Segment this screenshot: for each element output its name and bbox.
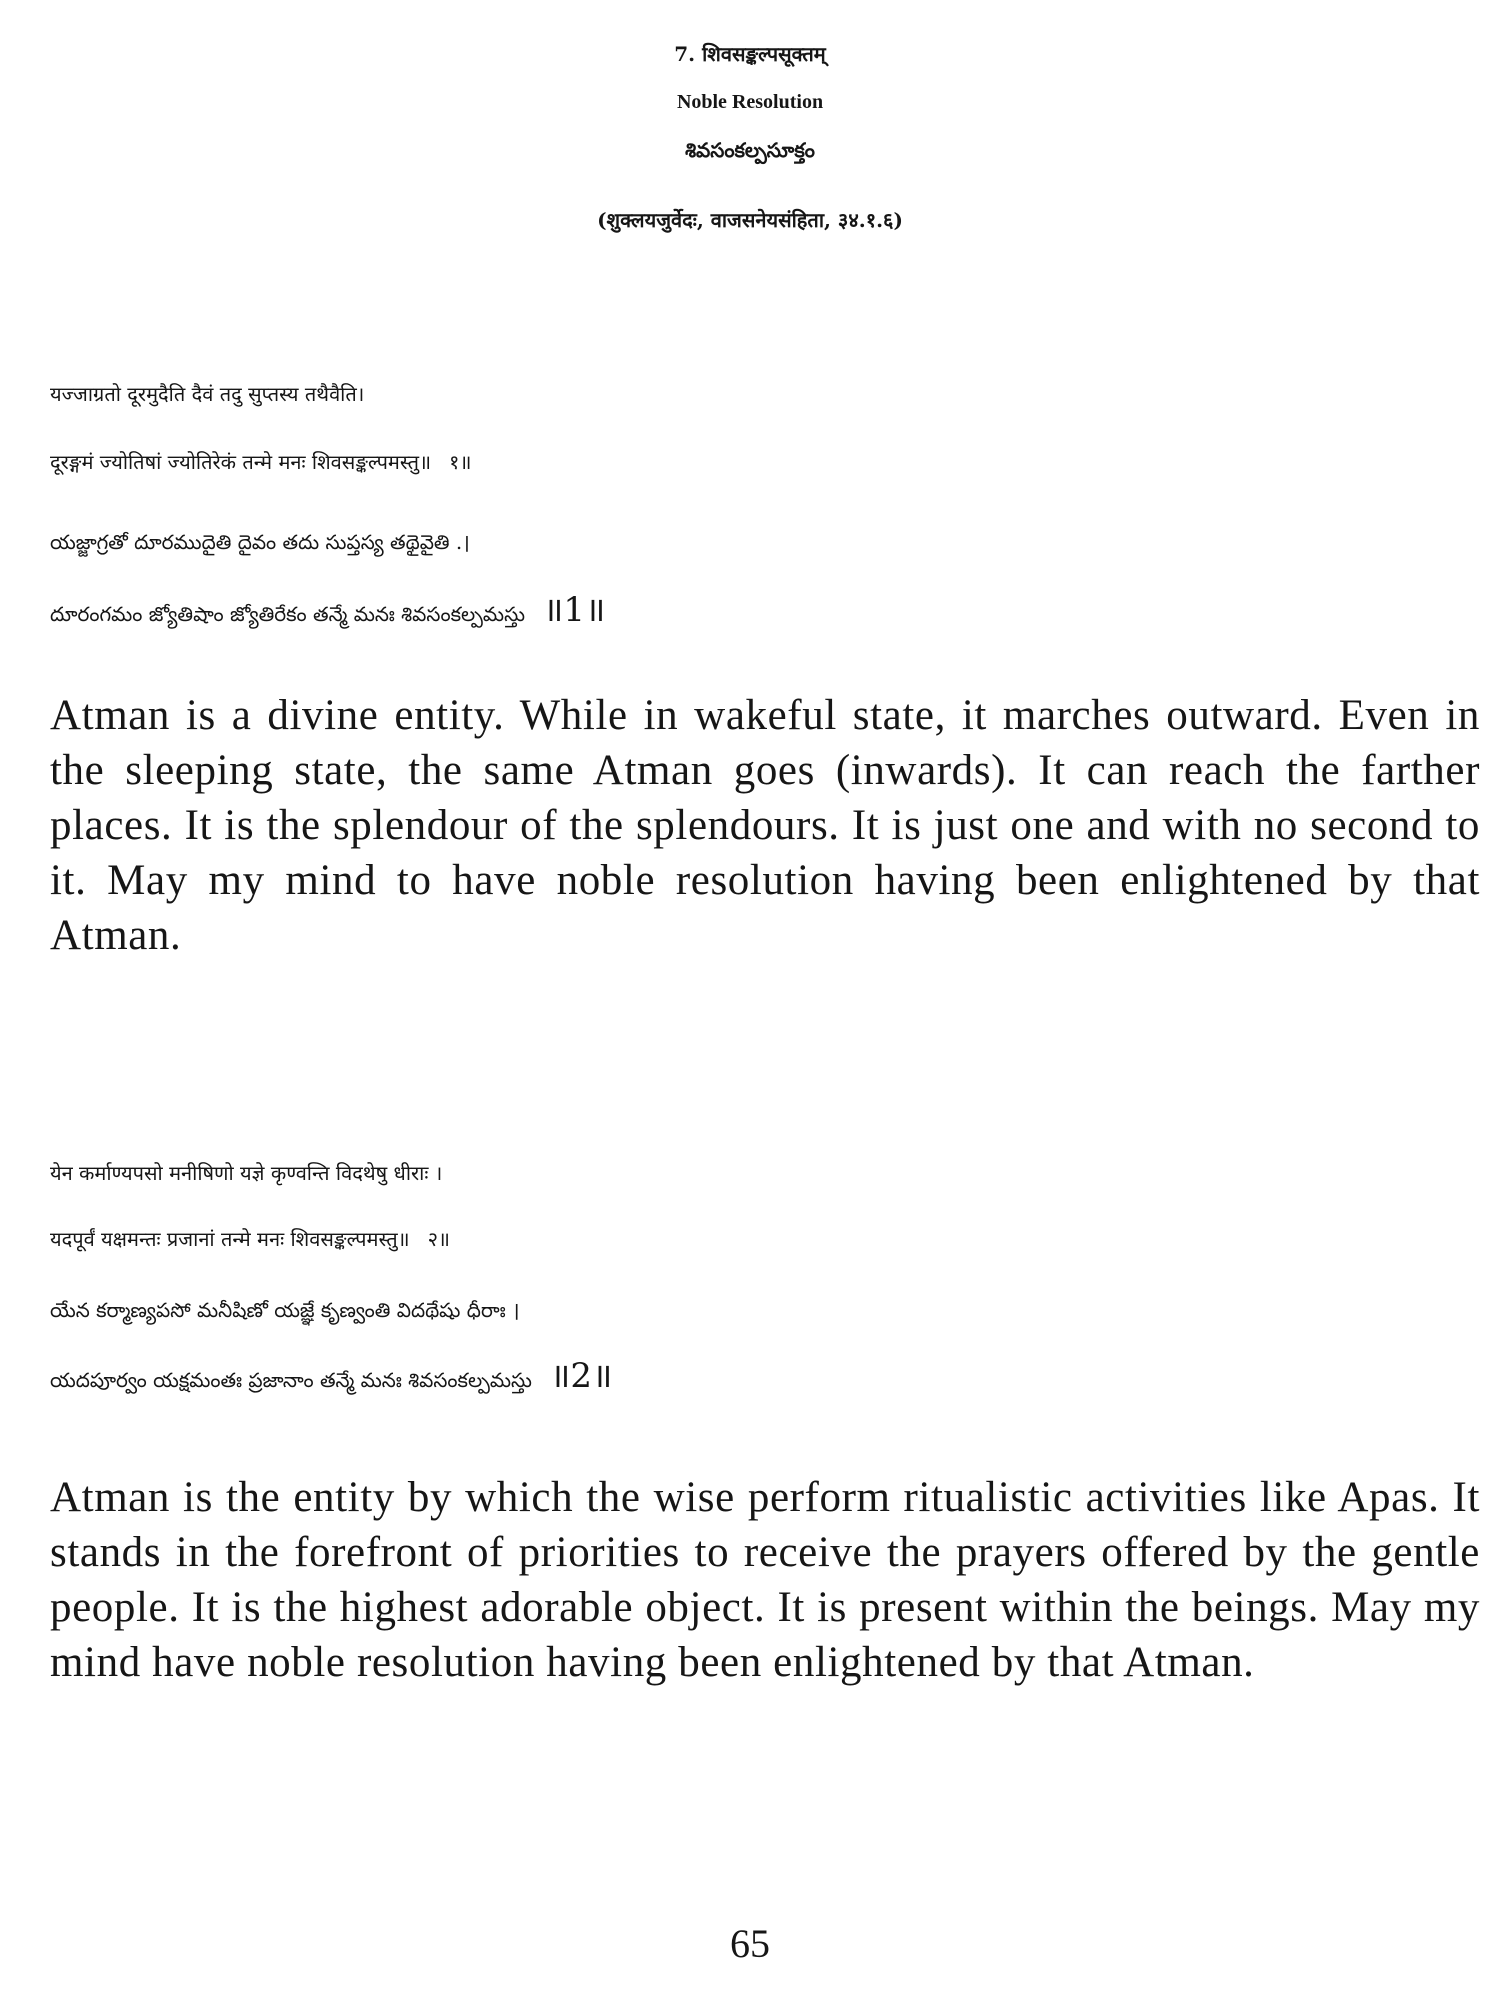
verse-1-sanskrit-line-2-text: दूरङ्गमं ज्योतिषां ज्योतिरेकं तन्मे मनः शिवसङ्कल्पमस्तु॥: [50, 450, 432, 474]
page-number: 65: [730, 1921, 770, 1966]
title-english: Noble Resolution: [676, 91, 824, 113]
verse-1-meaning: Atman is a divine entity. While in wakeful state, it marches outward. Even in the sleeping state, the same Atman goes (inwards). It can reach the farther places. It is the splendour of the splendours. It is just one and with no second to it. May my mind to have noble resolution having been enlightened by that Atman.: [50, 692, 1480, 959]
verse-2-sanskrit-number: २॥: [427, 1227, 451, 1251]
verse-2-sanskrit-line-2: [50, 1206, 1490, 1272]
source-citation: (शुक्लयजुर्वेदः, वाजसनेयसंहिता, ३४.१.६): [597, 208, 903, 232]
verse-1-sanskrit-line-1: यज्जाग्रतो दूरमुदैति दैवं तदु सुप्तस्य तथैवैति।: [50, 382, 365, 406]
verse-2-telugu-number: ॥2॥: [549, 1356, 613, 1396]
verse-1-telugu-line-2-text: దూరంగమం జ్యోతిషాం జ్యోతిరేకం తన్మే మనః శివసంకల్పమస్తు: [50, 602, 526, 626]
verse-1: [50, 360, 1490, 642]
verse-2: [50, 1140, 1490, 1408]
title-sanskrit: 7. शिवसङ्कल्पसूक्तम्: [674, 42, 826, 66]
verse-1-telugu-number: ॥1॥: [543, 590, 606, 630]
verse-2-meaning: Atman is the entity by which the wise perform ritualistic activities like Apas. It stands in the forefront of priorities to receive the prayers offered by the gentle people. It is the highest adorable object. It is present within the beings. May my mind have noble resolution having been enlightened by that Atman.: [50, 1474, 1480, 1686]
verse-2-telugu-line-1: యేన కర్మాణ్యపసో మనీషిణో యజ్ఞే కృణ్వంతి విదథేషు ధీరాః ।: [50, 1298, 520, 1322]
verse-1-telugu-line-2: [50, 578, 1490, 642]
verse-2-sanskrit-line-1: येन कर्माण्यपसो मनीषिणो यज्ञे कृण्वन्ति विदथेषु धीराः ।: [50, 1161, 443, 1185]
verse-1-telugu-line-1: యజ్జాగ్రతో దూరముదైతి దైవం తదు సుప్తస్య తథైవైతి .।: [50, 530, 470, 554]
verse-2-sanskrit-line-2-text: यदपूर्वं यक्षमन्तः प्रजानां तन्मे मनः शिवसङ्कल्पमस्तु॥: [50, 1227, 410, 1251]
verse-1-sanskrit-line-2: [50, 428, 1490, 496]
section-header: [0, 30, 1500, 244]
verse-2-telugu-line-2-text: యదపూర్వం యక్షమంతః ప్రజానాం తన్మే మనః శివసంకల్పమస్తు: [50, 1368, 532, 1392]
verse-1-sanskrit-number: १॥: [449, 450, 472, 474]
title-telugu: శివసంకల్పసూక్తం: [685, 138, 815, 162]
verse-2-telugu-line-2: [50, 1344, 1490, 1408]
